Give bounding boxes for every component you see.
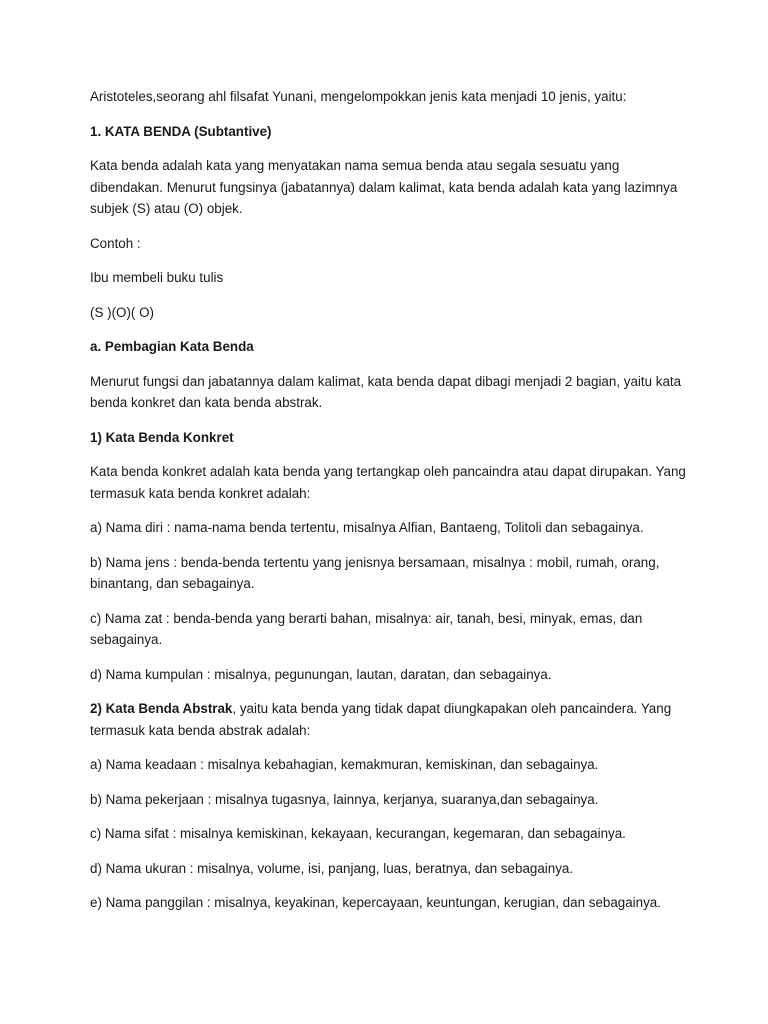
example-grammar-labels: (S )(O)( O) <box>90 304 154 320</box>
konkret-definition: Kata benda konkret adalah kata benda yang tertangkap oleh pancaindra atau dapat dirupakan. Yang termasuk kata benda konkret adalah: <box>90 464 686 501</box>
abstrak-item-e: e) Nama panggilan : misalnya, keyakinan, kepercayaan, keuntungan, kerugian, dan sebagainya. <box>90 895 661 910</box>
abstrak-item-d: d) Nama ukuran : misalnya, volume, isi, panjang, luas, beratnya, dan sebagainya. <box>90 860 574 876</box>
heading-kata-benda: 1. KATA BENDA (Subtantive) <box>90 123 272 139</box>
abstrak-item-a: a) Nama keadaan : misalnya kebahagian, kemakmuran, kemiskinan, dan sebagainya. <box>90 757 599 772</box>
heading-abstrak: 2) Kata Benda Abstrak <box>90 701 233 716</box>
definition-paragraph: Kata benda adalah kata yang menyatakan nama semua benda atau segala sesuatu yang dibendakan. Menurut fungsinya (jabatannya) dalam kalimat, kata benda adalah kata yang lazimnya subjek (S) atau (O) objek. <box>90 158 678 216</box>
konkret-item-c: c) Nama zat : benda-benda yang berarti bahan, misalnya: air, tanah, besi, minyak, emas, dan sebagainya. <box>90 610 643 647</box>
example-label: Contoh : <box>90 235 141 251</box>
pembagian-paragraph: Menurut fungsi dan jabatannya dalam kalimat, kata benda dapat dibagi menjadi 2 bagian, yaitu kata benda konkret dan kata benda abstrak. <box>90 373 682 410</box>
abstrak-item-c: c) Nama sifat : misalnya kemiskinan, kekayaan, kecurangan, kegemaran, dan sebagainya. <box>90 826 626 841</box>
abstrak-item-b: b) Nama pekerjaan : misalnya tugasnya, lainnya, kerjanya, suaranya,dan sebagainya. <box>90 791 599 807</box>
abstrak-paragraph <box>90 698 690 741</box>
intro-paragraph: Aristoteles,seorang ahl filsafat Yunani, mengelompokkan jenis kata menjadi 10 jenis, yaitu: <box>90 89 627 104</box>
document-page <box>90 86 690 927</box>
heading-konkret: 1) Kata Benda Konkret <box>90 429 234 445</box>
abstrak-definition: , yaitu kata benda yang tidak dapat diungkapakan oleh pancaindera. Yang termasuk kata benda abstrak adalah: <box>90 701 672 738</box>
konkret-item-b: b) Nama jens : benda-benda tertentu yang jenisnya bersamaan, misalnya : mobil, rumah, orang, binantang, dan sebagainya. <box>90 554 660 591</box>
konkret-item-d: d) Nama kumpulan : misalnya, pegunungan, lautan, daratan, dan sebagainya. <box>90 666 552 682</box>
heading-pembagian: a. Pembagian Kata Benda <box>90 339 254 354</box>
konkret-item-a: a) Nama diri : nama-nama benda tertentu, misalnya Alfian, Bantaeng, Tolitoli dan sebagainya. <box>90 520 644 535</box>
example-sentence: Ibu membeli buku tulis <box>90 270 224 285</box>
